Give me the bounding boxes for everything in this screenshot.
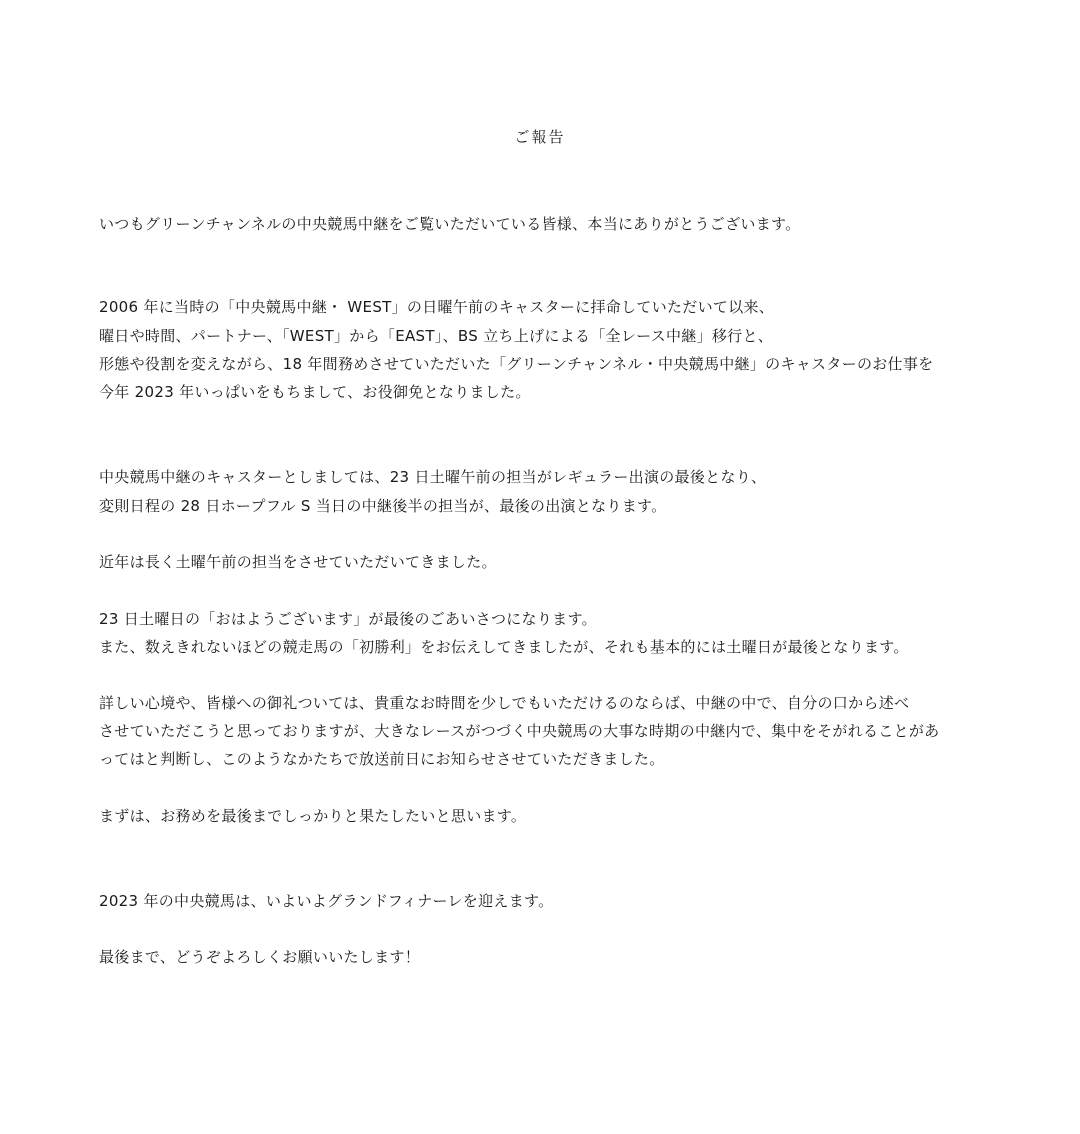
paragraph-recent-years: 近年は長く土曜午前の担当をさせていただいてきました。	[99, 553, 497, 571]
paragraph-history-line-2: 曜日や時間、パートナー、「WEST」から「EAST」、BS 立ち上げによる「全レース中継」移行と、	[99, 327, 774, 345]
paragraph-thanks-line-3: ってはと判断し、このようなかたちで放送前日にお知らせさせていただきました。	[99, 750, 665, 768]
paragraph-thanks-line-2: させていただこうと思っておりますが、大きなレースがつづく中央競馬の大事な時期の中継内で、集中をそがれることがあ	[99, 722, 940, 740]
paragraph-history-line-1: 2006 年に当時の「中央競馬中継・ WEST」の日曜午前のキャスターに拝命していただいて以来、	[99, 298, 775, 316]
paragraph-closing: 最後まで、どうぞよろしくお願いいたします！	[99, 948, 421, 966]
paragraph-schedule-line-1: 中央競馬中継のキャスターとしましては、23 日土曜午前の担当がレギュラー出演の最後となり、	[99, 468, 767, 486]
paragraph-greeting: いつもグリーンチャンネルの中央競馬中継をご覧いただいている皆様、本当にありがとうございます。	[99, 215, 801, 233]
document-title: ご報告	[514, 128, 566, 146]
paragraph-history-line-3: 形態や役割を変えながら、18 年間務めさせていただいた「グリーンチャンネル・中央競馬中継」のキャスターのお仕事を	[99, 355, 934, 373]
paragraph-commitment: まずは、お務めを最後までしっかりと果たしたいと思います。	[99, 807, 527, 825]
paragraph-thanks-line-1: 詳しい心境や、皆様への御礼ついては、貴重なお時間を少しでもいただけるのならば、中継の中で、自分の口から述べ	[99, 694, 910, 712]
paragraph-grand-finale: 2023 年の中央競馬は、いよいよグランドフィナーレを迎えます。	[99, 892, 554, 910]
paragraph-schedule-line-2: 変則日程の 28 日ホープフル S 当日の中継後半の担当が、最後の出演となります。	[99, 497, 667, 515]
paragraph-last-greeting-line-1: 23 日土曜日の「おはようございます」が最後のごあいさつになります。	[99, 610, 597, 628]
paragraph-history-line-4: 今年 2023 年いっぱいをもちまして、お役御免となりました。	[99, 383, 531, 401]
paragraph-last-greeting-line-2: また、数えきれないほどの競走馬の「初勝利」をお伝えしてきましたが、それも基本的には土曜日が最後となります。	[99, 638, 909, 656]
